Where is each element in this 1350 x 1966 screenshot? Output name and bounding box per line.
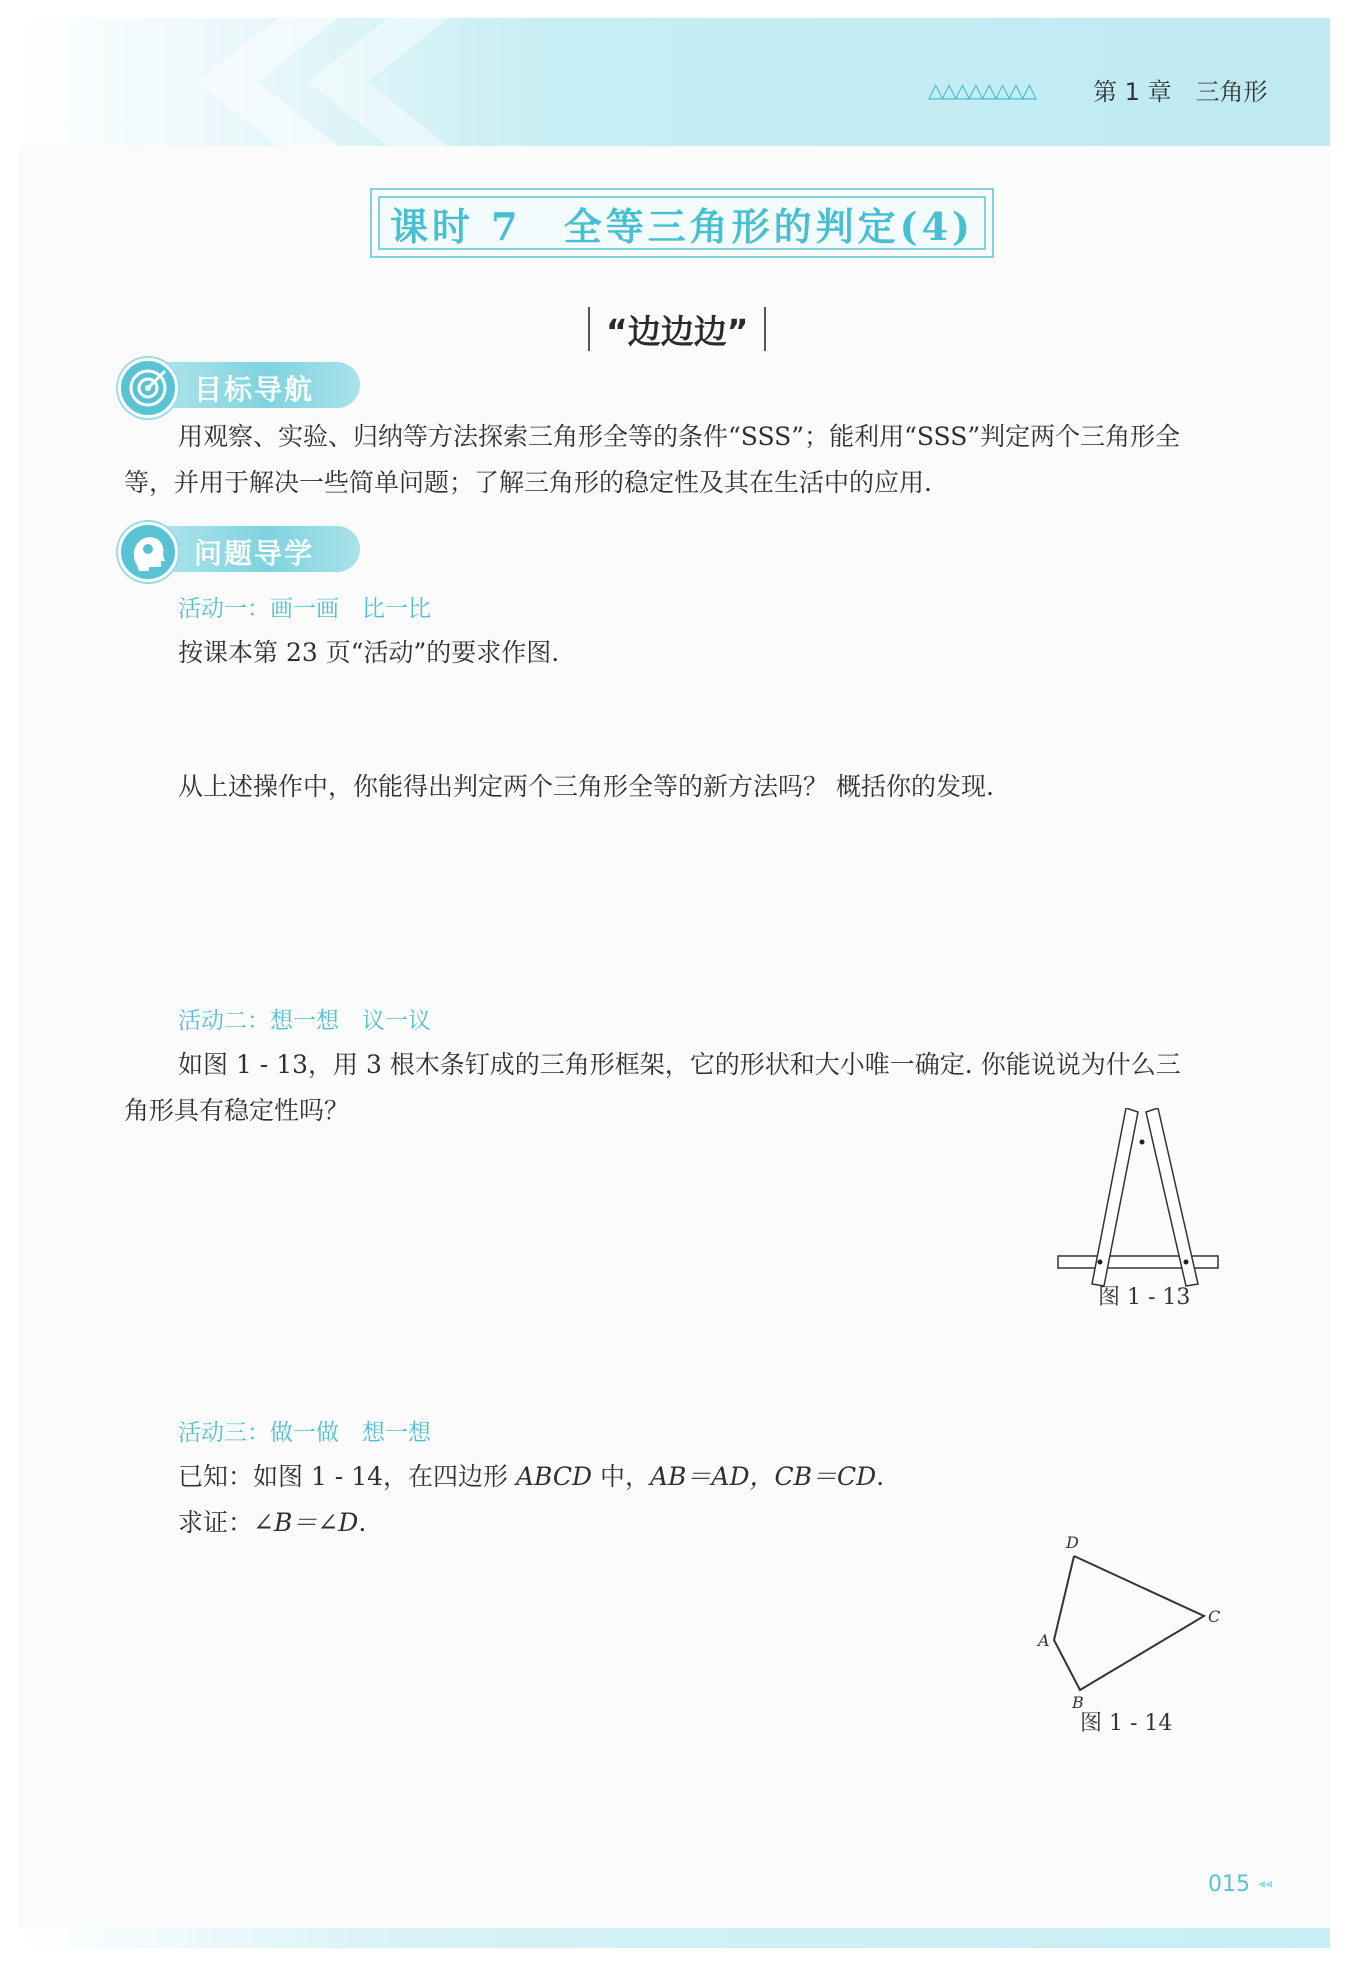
activity-2-title: 活动二：想一想 议一议 <box>178 1008 431 1034</box>
lesson-subtitle-wrap <box>588 304 766 354</box>
goal-text <box>178 414 1278 460</box>
given-end: . <box>876 1462 885 1491</box>
goal-section-pill <box>124 362 360 408</box>
target-icon <box>118 358 178 418</box>
given-quadrilateral: ABCD <box>515 1462 593 1491</box>
chapter-label: 第 1 章 三角形 <box>1093 78 1268 106</box>
given-mid: 中， <box>592 1462 650 1491</box>
vertex-label-a: A <box>1038 1631 1050 1650</box>
prove-end: . <box>358 1508 367 1537</box>
activity-2-line-2: 角形具有稳定性吗？ <box>124 1096 350 1125</box>
goal-text-cont <box>124 460 1274 506</box>
lesson-title-box <box>370 188 994 258</box>
vertex-label-c: C <box>1208 1607 1221 1626</box>
figure-1-13-triangle-frame <box>1056 1108 1226 1298</box>
figure-1-13-caption: 图 1 - 13 <box>1098 1285 1191 1310</box>
footer-band <box>18 1928 1330 1948</box>
head-gear-icon <box>118 522 178 582</box>
page <box>18 18 1330 1948</box>
figure-1-14-quadrilateral <box>1018 1528 1238 1708</box>
activity-2-line-1: 如图 1 - 13，用 3 根木条钉成的三角形框架，它的形状和大小唯一确定. 你能说说为什么三 <box>178 1050 1181 1079</box>
figure-1-14-caption: 图 1 - 14 <box>1080 1711 1173 1736</box>
lesson-title: 课时 7 全等三角形的判定(4) <box>389 203 975 249</box>
given-prefix: 已知：如图 1 - 14，在四边形 <box>178 1462 516 1491</box>
vertex-label-b: B <box>1072 1693 1084 1708</box>
activity-1-title: 活动一：画一画 比一比 <box>178 596 431 622</box>
prove-statement: ∠B＝∠D <box>253 1508 359 1537</box>
chevron-decoration-icon <box>138 18 838 146</box>
activity-1-line-1: 按课本第 23 页“活动”的要求作图. <box>178 638 560 667</box>
page-arrows-icon: ◂◂ <box>1258 1876 1273 1892</box>
activity-3-prove <box>178 1500 366 1546</box>
activity-3-title: 活动三：做一做 想一想 <box>178 1420 431 1446</box>
prove-prefix: 求证： <box>178 1508 254 1537</box>
divider <box>764 307 766 351</box>
guide-section-pill <box>124 526 360 572</box>
goal-line-2: 等，并用于解决一些简单问题；了解三角形的稳定性及其在生活中的应用. <box>124 468 932 497</box>
activity-1-line-2: 从上述操作中，你能得出判定两个三角形全等的新方法吗？ 概括你的发现. <box>178 772 994 801</box>
guide-section-label: 问题导学 <box>194 537 315 570</box>
lesson-subtitle: “边边边” <box>606 311 749 351</box>
given-conditions: AB＝AD，CB＝CD <box>649 1462 877 1491</box>
activity-3-given <box>178 1454 884 1500</box>
header-band <box>18 18 1330 146</box>
page-number: 015 <box>1208 1872 1250 1897</box>
vertex-label-d: D <box>1066 1533 1079 1552</box>
triangle-row-icon: △△△△△△△△ <box>928 78 1036 102</box>
goal-section-label: 目标导航 <box>194 373 315 406</box>
goal-line-1: 用观察、实验、归纳等方法探索三角形全等的条件“SSS”；能利用“SSS”判定两个三角形全 <box>178 422 1181 451</box>
